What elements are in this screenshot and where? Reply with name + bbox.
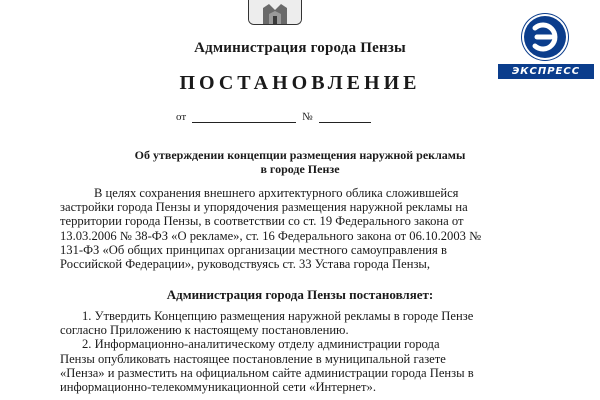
subject-line: в городе Пензе [260, 162, 340, 176]
preamble-line: В целях сохранения внешнего архитектурного облика сложившейся [94, 186, 459, 200]
preamble [60, 186, 554, 271]
item-line: «Пенза» и разместить на официальном сайте администрации города Пензы в [60, 365, 474, 380]
preamble-line: 131-ФЗ «Об общих принципах организации местного самоуправления в [60, 242, 447, 257]
express-logo-icon [524, 16, 566, 58]
item-line: 1. Утвердить Концепцию размещения наружной рекламы в городе Пензе [82, 309, 474, 323]
item-line: Пензы опубликовать настоящее постановление в муниципальной газете [60, 351, 446, 366]
preamble-line: территории города Пензы, в соответствии со ст. 19 Федерального закона от [60, 214, 464, 229]
preamble-line: 13.03.2006 № 38-ФЗ «О рекламе», ст. 16 Федерального закона от 06.10.2003 № [60, 228, 482, 243]
number-blank [319, 112, 371, 123]
document-type-title: ПОСТАНОВЛЕНИЕ [179, 72, 421, 94]
express-logo-text: ЭКСПРЕСС [498, 64, 594, 79]
administration-title: Администрация города Пензы [194, 40, 406, 56]
date-blank [192, 112, 296, 123]
document-subject [0, 148, 600, 176]
item-line: информационно-телекоммуникационной сети «Интернет». [60, 380, 376, 395]
number-label: № [302, 111, 313, 123]
date-number-line [176, 111, 371, 123]
from-label: от [176, 111, 187, 123]
item-line: 2. Информационно-аналитическому отделу администрации города [82, 337, 440, 352]
preamble-line: Российской Федерации», руководствуясь ст. 33 Устава города Пензы, [60, 257, 431, 272]
subject-line: Об утверждении концепции размещения наружной рекламы [134, 148, 466, 162]
preamble-line: застройки города Пензы и упорядочения размещения наружной рекламы на [60, 200, 468, 215]
resolves-heading: Администрация города Пензы постановляет: [166, 287, 434, 302]
coat-of-arms-icon [248, 0, 302, 25]
express-logo [498, 14, 594, 82]
resolution-items [60, 309, 554, 394]
item-line: согласно Приложению к настоящему постановлению. [60, 323, 349, 338]
